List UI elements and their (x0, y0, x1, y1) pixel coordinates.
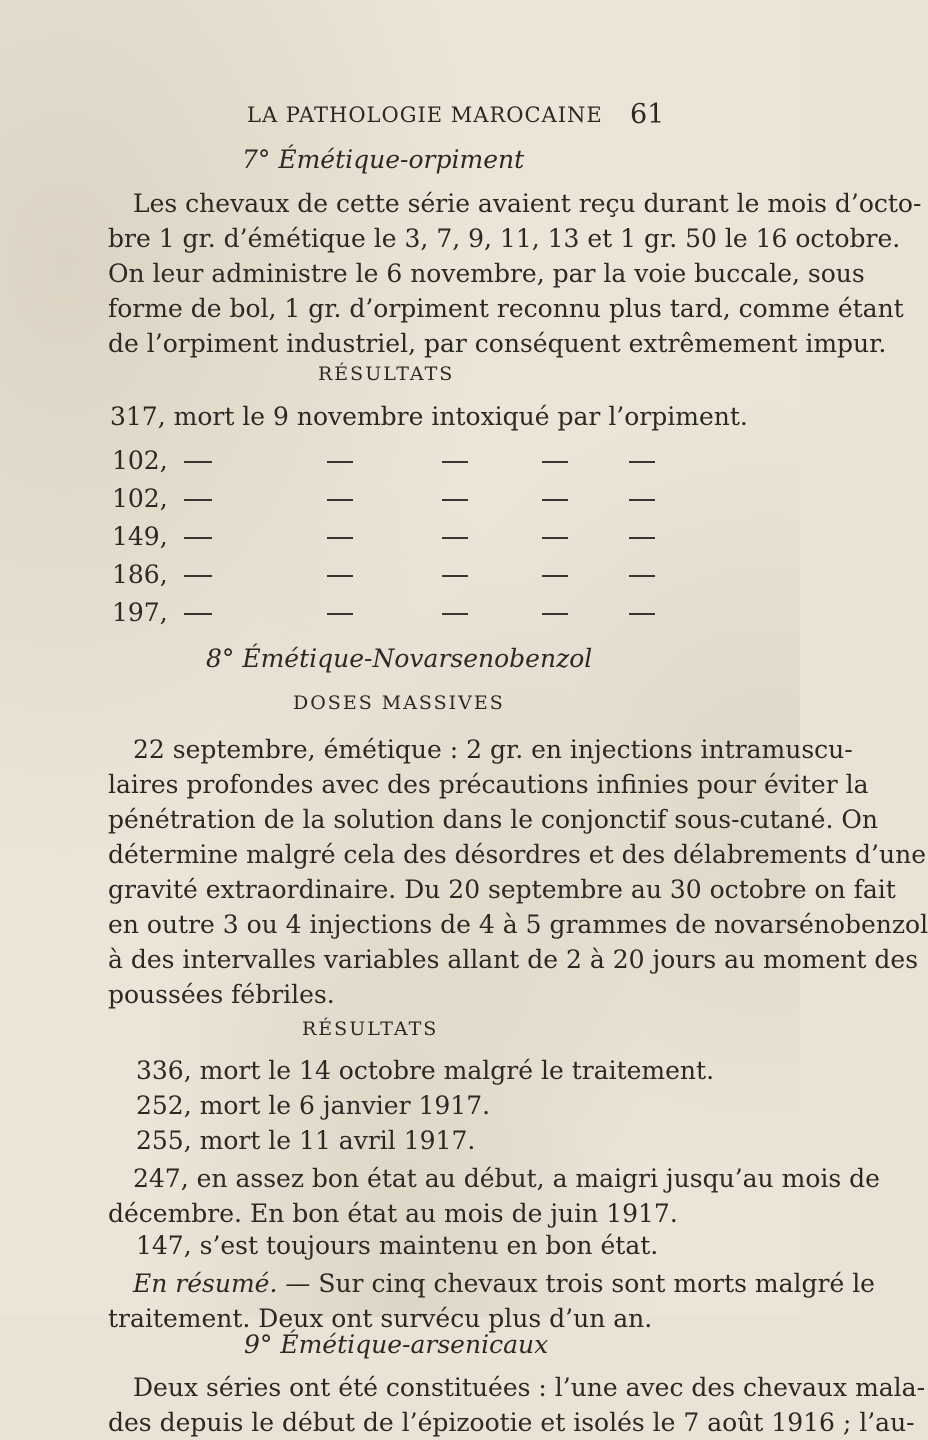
summary-line: traitement. Deux ont survécu plus d’un an. (108, 1304, 653, 1333)
section-8-subheading: DOSES MASSIVES (293, 692, 505, 714)
paragraph-line: On leur administre le 6 novembre, par la voie buccale, sous (108, 259, 865, 288)
section-9-title: 9° Émétique-arsenicaux (244, 1330, 549, 1359)
page-header (0, 99, 800, 133)
ditto-dash (542, 575, 568, 577)
summary-line (108, 1266, 875, 1301)
paragraph-line: pénétration de la solution dans le conjonctif sous-cutané. On (108, 805, 878, 834)
ditto-dash (327, 499, 353, 501)
result-line: 336, mort le 14 octobre malgré le traitement. (136, 1056, 715, 1085)
section-9-paragraph (108, 1370, 926, 1440)
section-8-paragraph (108, 732, 928, 1012)
result-line: 247, en assez bon état au début, a maigri jusqu’au mois de (133, 1164, 880, 1193)
summary-paragraph (108, 1266, 875, 1336)
result-line: 147, s’est toujours maintenu en bon état. (136, 1231, 659, 1260)
running-title: LA PATHOLOGIE MAROCAINE (247, 103, 603, 127)
horse-number: 102, (112, 446, 168, 475)
horse-number: 197, (112, 598, 168, 627)
paragraph-line: poussées fébriles. (108, 980, 335, 1009)
ditto-dash (184, 575, 212, 577)
paragraph-line: détermine malgré cela des désordres et des délabrements d’une (108, 840, 926, 869)
ditto-dash (442, 499, 468, 501)
ditto-dash (542, 537, 568, 539)
ditto-dash (542, 613, 568, 615)
paragraph-line: de l’orpiment industriel, par conséquent extrêmement impur. (108, 329, 887, 358)
result-247 (108, 1161, 880, 1231)
result-line: 317, mort le 9 novembre intoxiqué par l’orpiment. (110, 402, 748, 431)
ditto-dash (629, 537, 655, 539)
section-7-results-heading: RÉSULTATS (318, 363, 455, 385)
ditto-dash (629, 499, 655, 501)
ditto-dash (442, 537, 468, 539)
paragraph-line: forme de bol, 1 gr. d’orpiment reconnu plus tard, comme étant (108, 294, 904, 323)
paragraph-line: laires profondes avec des précautions infinies pour éviter la (108, 770, 869, 799)
ditto-dash (542, 499, 568, 501)
ditto-dash (629, 613, 655, 615)
horse-number: 186, (112, 560, 168, 589)
paragraph-line: des depuis le début de l’épizootie et isolés le 7 août 1916 ; l’au- (108, 1408, 915, 1437)
paragraph-line: gravité extraordinaire. Du 20 septembre au 30 octobre on fait (108, 875, 896, 904)
paragraph-line: Deux séries ont été constituées : l’une avec des chevaux mala- (133, 1373, 926, 1402)
ditto-dash (184, 537, 212, 539)
paragraph-line: Les chevaux de cette série avaient reçu durant le mois d’octo- (133, 189, 922, 218)
ditto-dash (442, 613, 468, 615)
result-line: 252, mort le 6 janvier 1917. (136, 1091, 491, 1120)
ditto-dash (629, 461, 655, 463)
ditto-dash (327, 537, 353, 539)
section-8-title: 8° Émétique-Novarsenobenzol (206, 644, 593, 673)
ditto-row (112, 484, 632, 514)
section-7-paragraph (108, 186, 922, 361)
summary-text: — Sur cinq chevaux trois sont morts malgré le (277, 1269, 875, 1298)
ditto-dash (184, 461, 212, 463)
section-8-results-heading: RÉSULTATS (302, 1018, 439, 1040)
paragraph-line: 22 septembre, émétique : 2 gr. en injections intramuscu- (133, 735, 853, 764)
ditto-dash (327, 575, 353, 577)
ditto-row (112, 522, 632, 552)
result-line: 255, mort le 11 avril 1917. (136, 1126, 476, 1155)
paragraph-line: à des intervalles variables allant de 2 à 20 jours au moment des (108, 945, 919, 974)
page-number: 61 (630, 99, 665, 130)
ditto-dash (184, 499, 212, 501)
ditto-dash (327, 613, 353, 615)
ditto-row (112, 598, 632, 628)
ditto-dash (629, 575, 655, 577)
horse-number: 102, (112, 484, 168, 513)
ditto-row (112, 560, 632, 590)
ditto-dash (184, 613, 212, 615)
ditto-dash (542, 461, 568, 463)
ditto-row (112, 446, 632, 476)
section-7-title: 7° Émétique-orpiment (242, 145, 525, 174)
ditto-dash (442, 461, 468, 463)
ditto-dash (442, 575, 468, 577)
summary-label: En résumé. (133, 1269, 278, 1298)
horse-number: 149, (112, 522, 168, 551)
result-line: décembre. En bon état au mois de juin 1917. (108, 1199, 678, 1228)
ditto-dash (327, 461, 353, 463)
paragraph-line: en outre 3 ou 4 injections de 4 à 5 grammes de novarsénobenzol (108, 910, 928, 939)
paragraph-line: bre 1 gr. d’émétique le 3, 7, 9, 11, 13 et 1 gr. 50 le 16 octobre. (108, 224, 901, 253)
